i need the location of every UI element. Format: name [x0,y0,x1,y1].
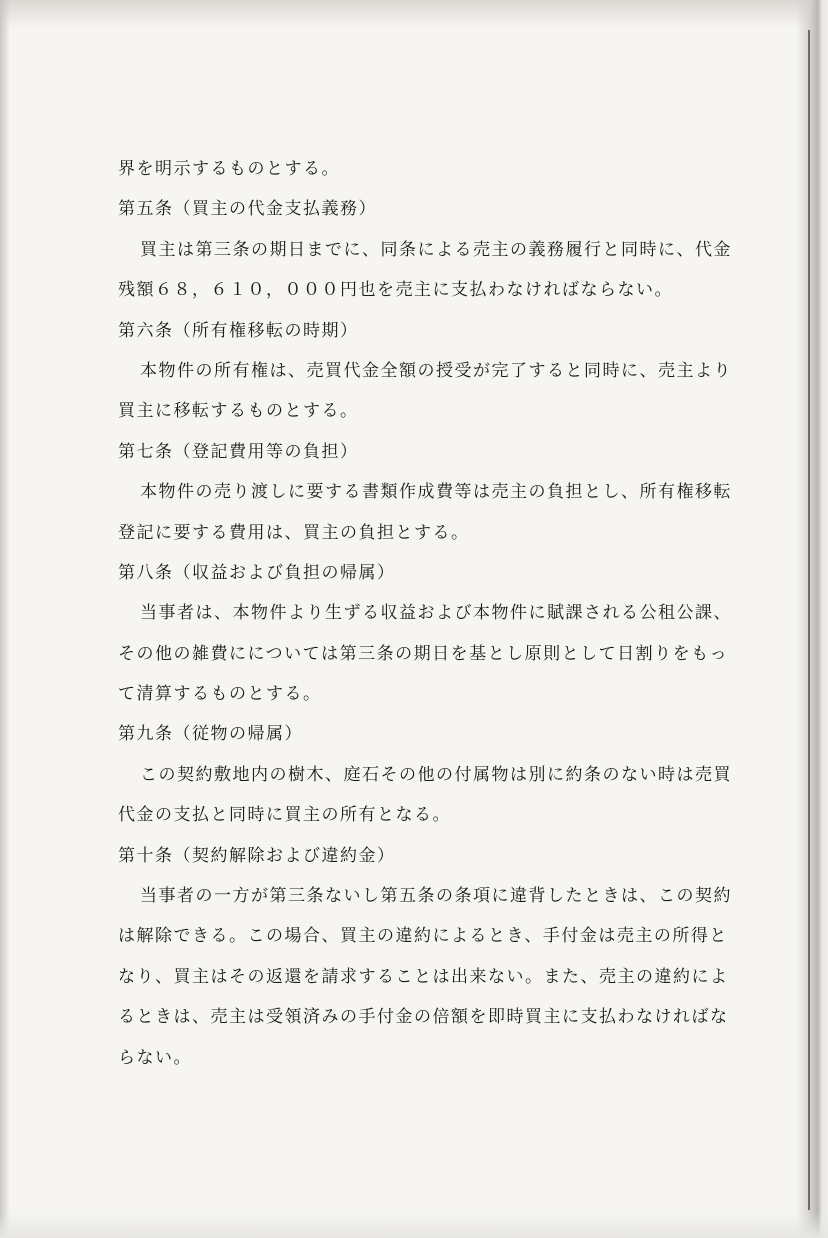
text-line: 界を明示するものとする。 [118,159,340,179]
contract-body-text [118,157,778,1086]
article-10-heading: 第十条（契約解除および違約金） [118,845,396,866]
page-bottom-shadow [0,1212,828,1238]
text-line: 残額６８，６１０，０００円也を売主に支払わなければならない。 [118,280,673,301]
article-7-heading: 第七条（登記費用等の負担） [118,441,359,462]
text-line: 本物件の所有権は、売買代金全額の授受が完了すると同時に、売主より [140,360,732,381]
text-line: その他の雑費にについては第三条の期日を基とし原則として日割りをもっ [118,643,729,664]
text-line: は解除できる。この場合、買主の違約によるとき、手付金は売主の所得と [118,926,728,947]
text-line: らない。 [118,1047,192,1068]
text-line: 買主は第三条の期日までに、同条による売主の義務履行と同時に、代金 [140,239,732,260]
text-line: 当事者は、本物件より生ずる収益および本物件に賦課される公租公課、 [140,603,732,624]
article-8-heading: 第八条（収益および負担の帰属） [118,562,396,583]
text-line: 代金の支払と同時に買主の所有となる。 [118,805,451,826]
text-line: 買主に移転するものとする。 [118,401,359,422]
text-line: なり、買主はその返還を請求することは出来ない。また、売主の違約によ [118,966,729,987]
page-left-shadow [0,0,10,1238]
page-right-binding-shadow [796,0,828,1238]
page-right-edge-line [808,30,810,1210]
text-line: 登記に要する費用は、買主の負担とする。 [118,522,470,543]
text-line: 当事者の一方が第三条ないし第五条の条項に違背したときは、この契約 [140,886,732,907]
text-line: この契約敷地内の樹木、庭石その他の付属物は別に約条のない時は売買 [140,764,732,785]
text-line: 本物件の売り渡しに要する書類作成費等は売主の負担とし、所有権移転 [140,482,732,503]
article-9-heading: 第九条（従物の帰属） [118,724,303,745]
text-line: て清算するものとする。 [118,684,322,705]
article-5-heading: 第五条（買主の代金支払義務） [118,199,377,220]
text-line: るときは、売主は受領済みの手付金の倍額を即時買主に支払わなければな [118,1007,729,1028]
article-6-heading: 第六条（所有権移転の時期） [118,320,359,341]
page-top-shadow [0,0,828,28]
